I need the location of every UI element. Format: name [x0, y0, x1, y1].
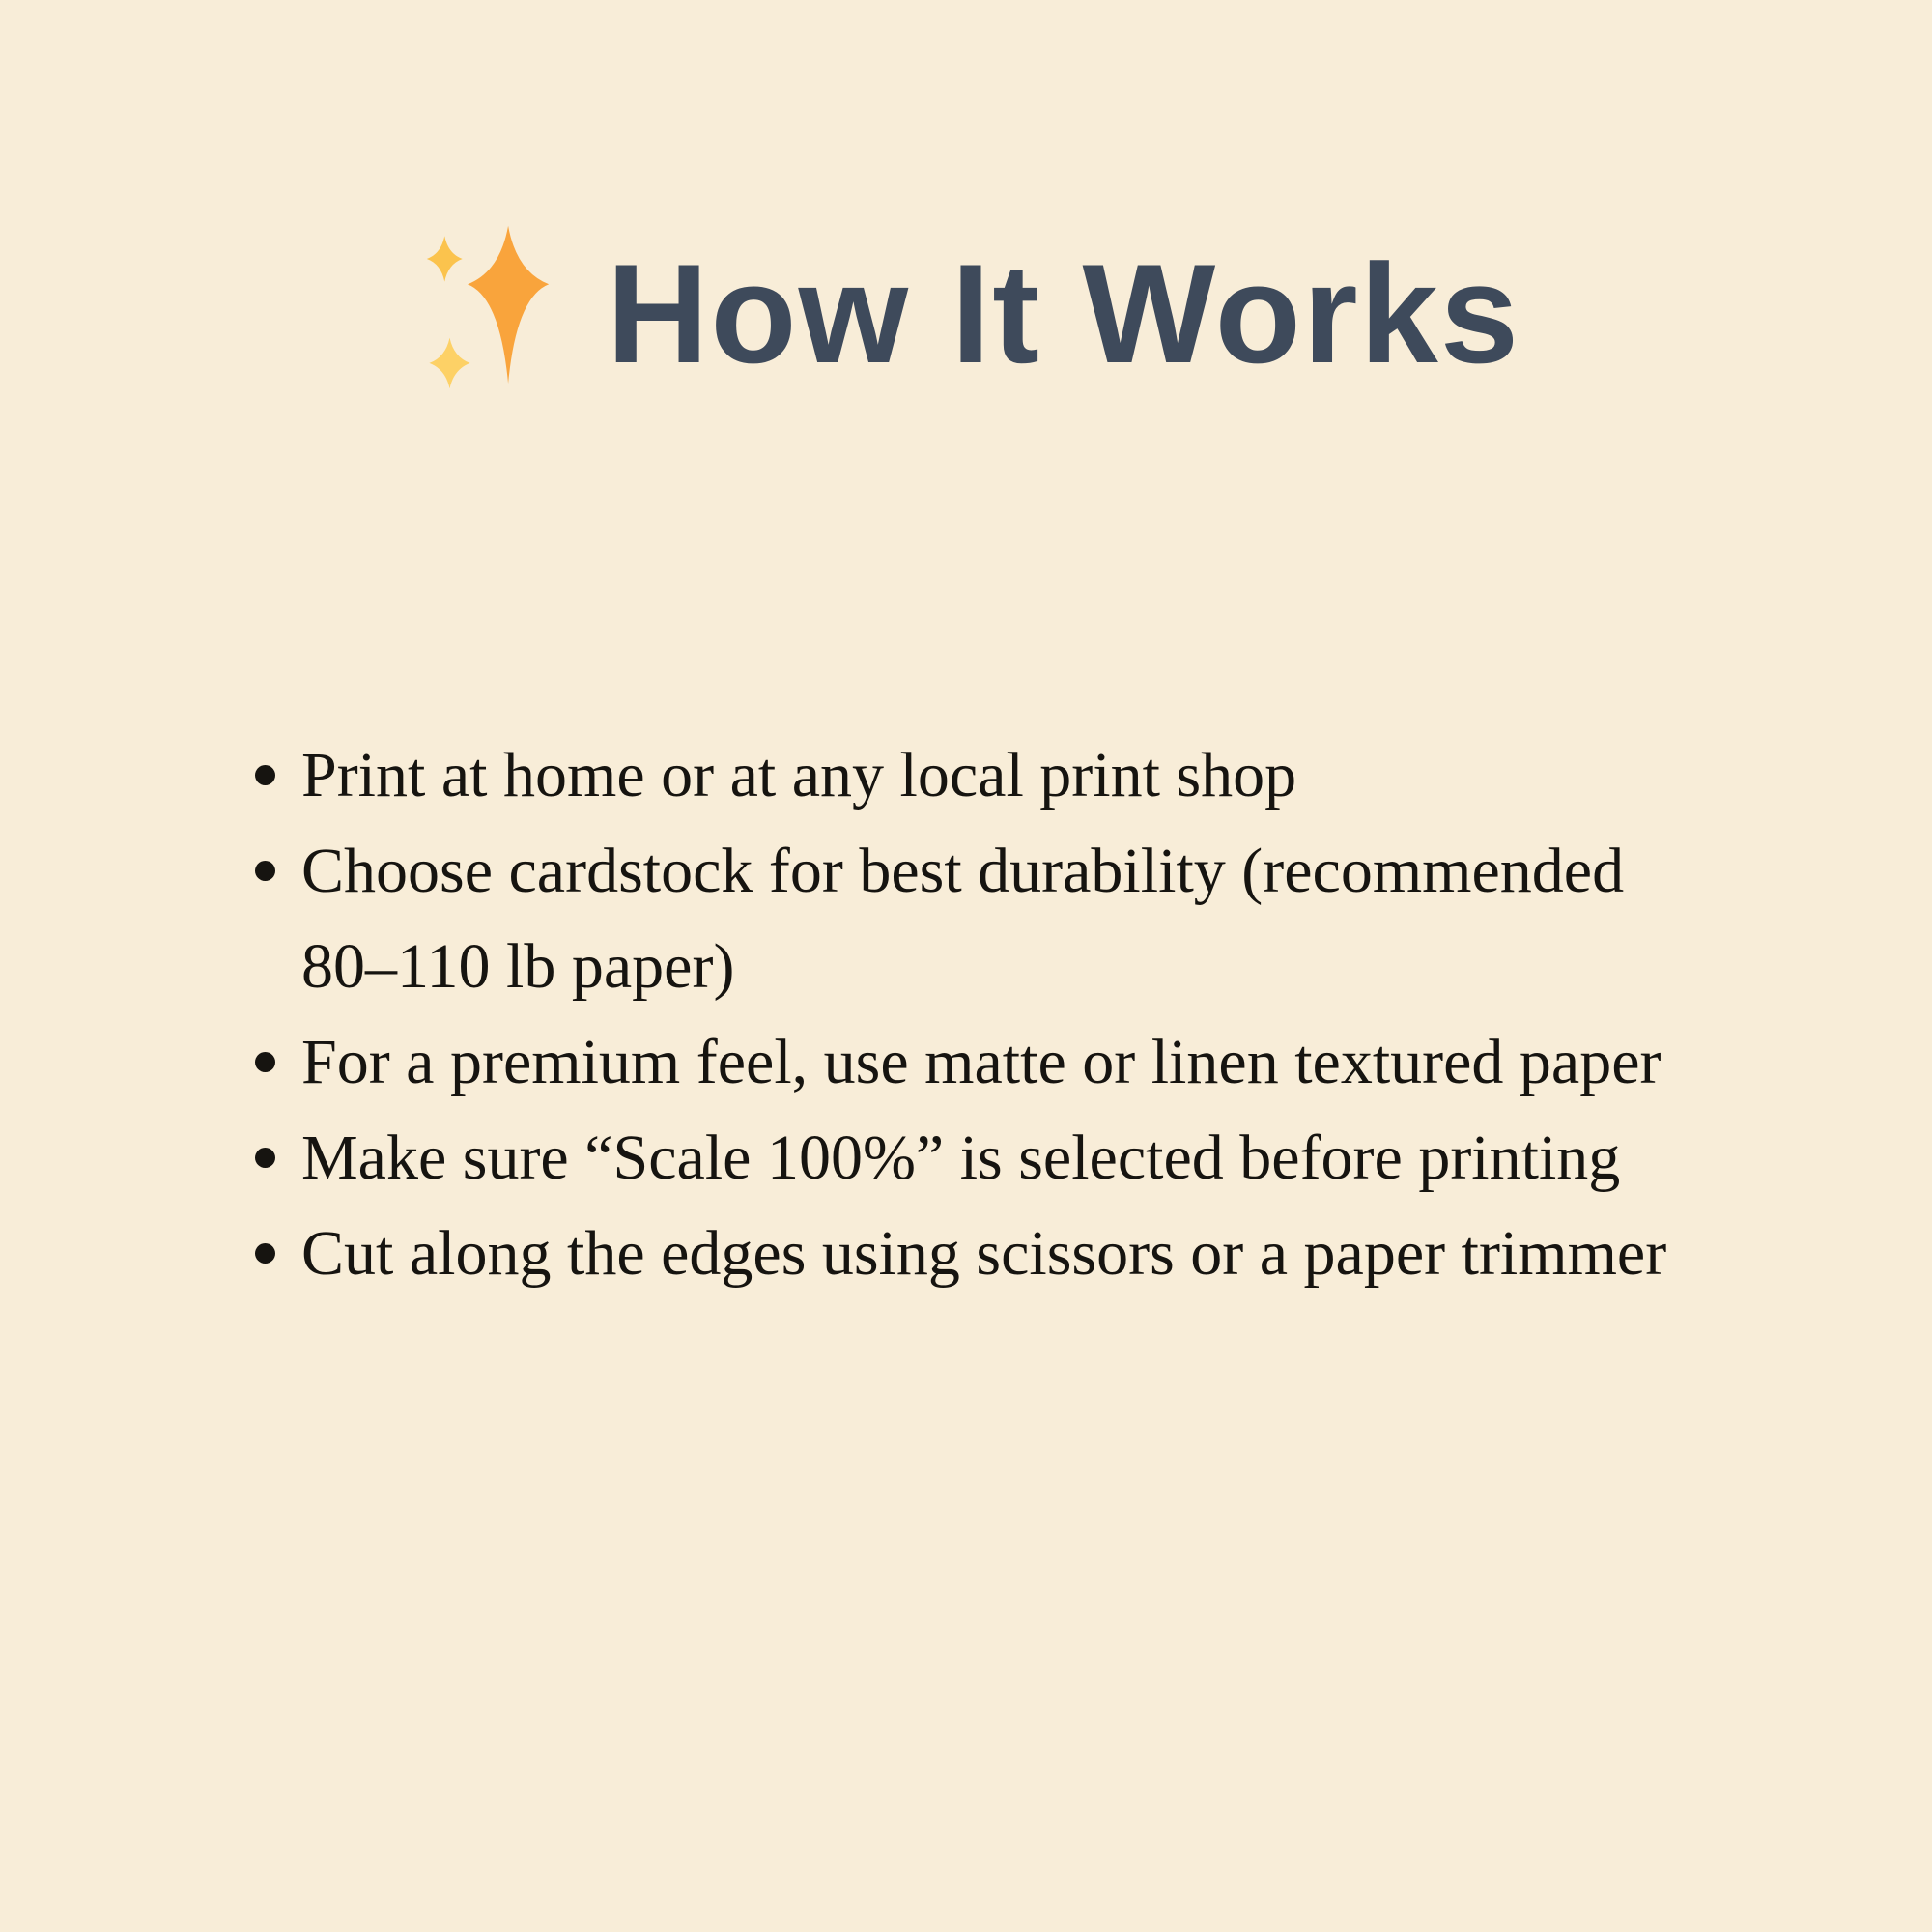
page-title: How It Works: [606, 234, 1521, 392]
list-item: For a premium feel, use matte or linen textured paper: [253, 1014, 1721, 1110]
sparkles-icon: [412, 214, 564, 405]
header: [0, 0, 1932, 409]
list-item: Print at home or at any local print shop: [253, 727, 1721, 823]
list-item: Choose cardstock for best durability (recommended 80–110 lb paper): [253, 823, 1721, 1014]
list-item: Cut along the edges using scissors or a paper trimmer: [253, 1206, 1721, 1301]
bullet-list: [253, 727, 1721, 1301]
list-item: Make sure “Scale 100%” is selected before printing: [253, 1110, 1721, 1206]
